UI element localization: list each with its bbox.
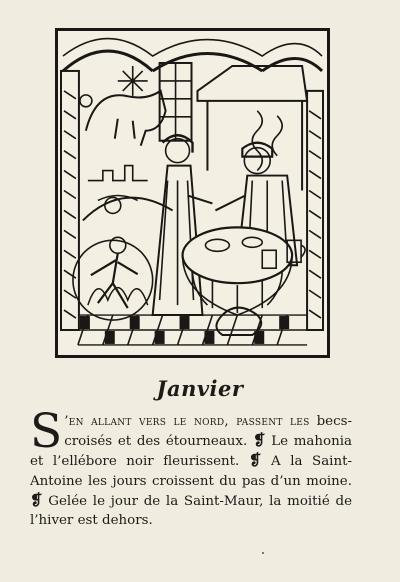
text-segment-2: Le mahonia et l’ellébore noir fleurissent. bbox=[30, 434, 352, 470]
drop-cap: S bbox=[30, 404, 63, 459]
paragraph-mark-icon: ❡ bbox=[252, 431, 266, 450]
text-segment-4: Gelée le jour de la Saint-Maur, la moitié de l’hiver est dehors. bbox=[30, 493, 352, 529]
calendar-paragraph bbox=[30, 404, 352, 530]
woodcut-illustration bbox=[55, 28, 330, 358]
text-segment-1: becs-croisés et des étourneaux. bbox=[64, 414, 352, 450]
paragraph-mark-icon: ❡ bbox=[248, 451, 262, 470]
calendar-text bbox=[30, 404, 352, 530]
paragraph-mark-icon: ❡ bbox=[30, 490, 43, 509]
opening-phrase: ’en allant vers le nord, passent les bbox=[64, 414, 310, 429]
month-title: Janvier bbox=[156, 376, 244, 401]
woodcut-icon bbox=[58, 31, 327, 355]
text-segment-3: A la Saint-Antoine les jours croissent du pas d’un moine. bbox=[30, 454, 352, 489]
page-speck bbox=[262, 552, 264, 554]
